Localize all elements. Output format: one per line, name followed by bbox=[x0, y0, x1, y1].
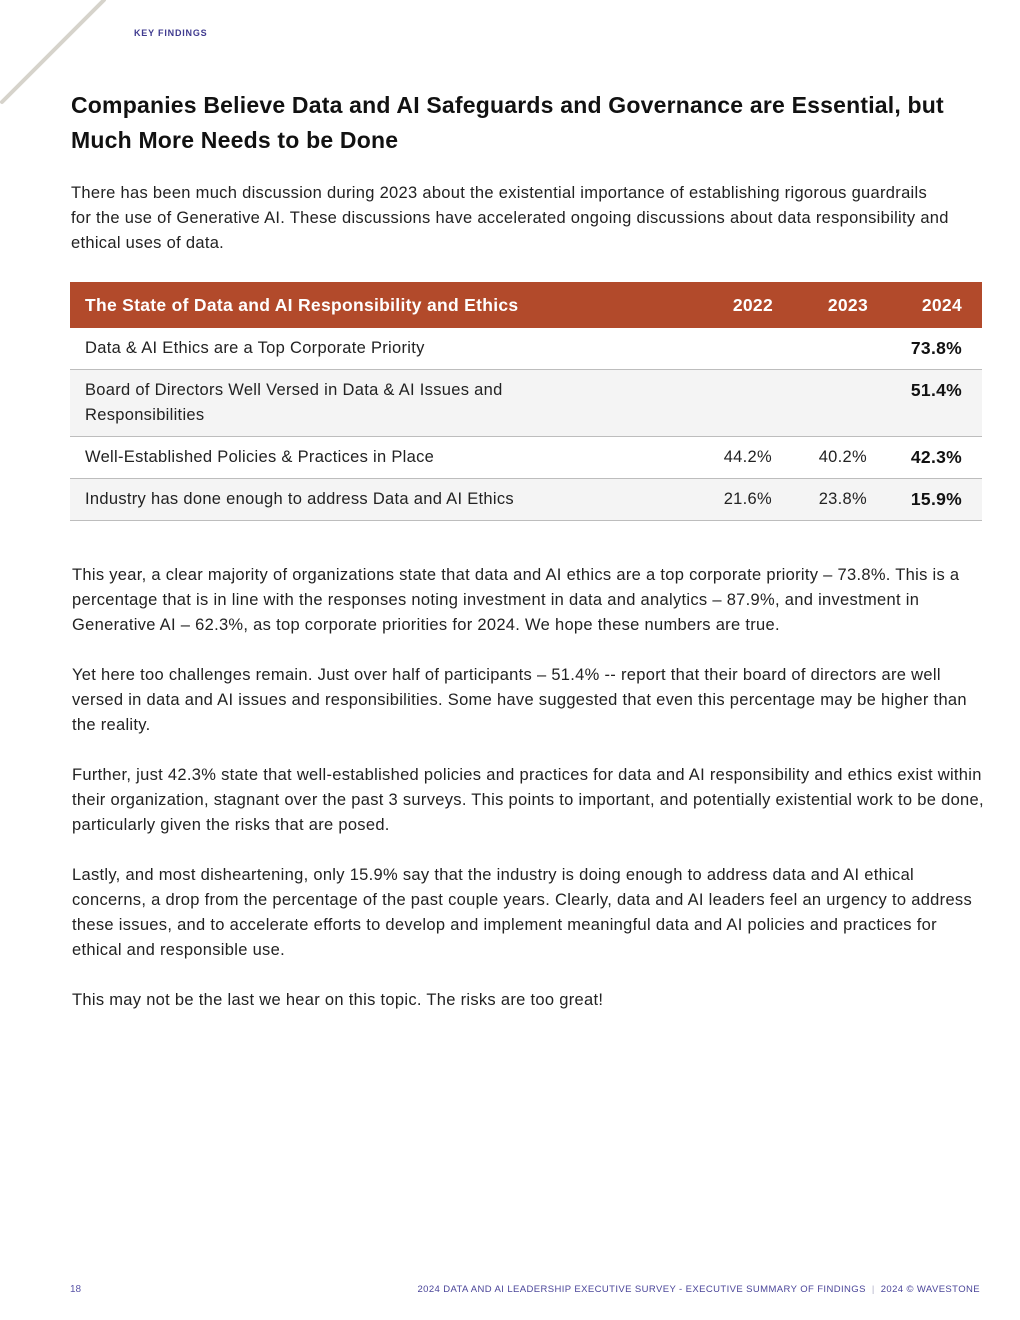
table-row bbox=[70, 479, 982, 521]
row-value-2022: 21.6% bbox=[698, 479, 773, 521]
table-header-label: The State of Data and AI Responsibility and Ethics bbox=[85, 294, 519, 315]
table-header-2022: 2022 bbox=[732, 294, 773, 315]
row-value-2022 bbox=[698, 370, 773, 437]
ethics-table bbox=[70, 282, 982, 521]
paragraph-policies: Further, just 42.3% state that well-established policies and practices for data and AI responsibility and ethics exist within their organization, stagnant over the past 3 surveys. This points to important, and potentially existential work to be done, particularly given the risks that are posed. bbox=[72, 766, 984, 834]
findings-body bbox=[72, 563, 984, 1038]
page-title: Companies Believe Data and AI Safeguards and Governance are Essential, but Much More Needs to be Done bbox=[71, 92, 944, 153]
table-header-2024: 2024 bbox=[921, 294, 962, 315]
table-row bbox=[70, 328, 982, 370]
row-value-2024: 73.8% bbox=[868, 328, 982, 370]
row-value-2023: 23.8% bbox=[773, 479, 868, 521]
table-row bbox=[70, 370, 982, 437]
row-label: Well-Established Policies & Practices in Place bbox=[70, 437, 698, 479]
page-number: 18 bbox=[70, 1284, 82, 1295]
row-label: Data & AI Ethics are a Top Corporate Priority bbox=[70, 328, 698, 370]
row-value-2022 bbox=[698, 328, 773, 370]
row-value-2023: 40.2% bbox=[773, 437, 868, 479]
intro-paragraph: There has been much discussion during 2023 about the existential importance of establishing rigorous guardrails for the use of Generative AI. These discussions have accelerated ongoing discussions about data responsibility and ethical uses of data. bbox=[71, 184, 949, 252]
row-value-2023 bbox=[773, 328, 868, 370]
paragraph-board-of-directors: Yet here too challenges remain. Just over half of participants – 51.4% -- report that their board of directors are well versed in data and AI issues and responsibilities. Some have suggested that even this percentage may be higher than the reality. bbox=[72, 666, 967, 734]
row-label: Industry has done enough to address Data and AI Ethics bbox=[70, 479, 698, 521]
row-value-2024: 51.4% bbox=[868, 370, 982, 437]
table-header-2023: 2023 bbox=[827, 294, 868, 315]
paragraph-industry: Lastly, and most disheartening, only 15.9% say that the industry is doing enough to address data and AI ethical concerns, a drop from the percentage of the past couple years. Clearly, data and AI leaders feel an urgency to address these issues, and to accelerate efforts to develop and implement meaningful data and AI policies and practices for ethical and responsible use. bbox=[72, 866, 973, 959]
section-label: KEY FINDINGS bbox=[134, 28, 208, 38]
row-value-2022: 44.2% bbox=[698, 437, 773, 479]
row-label: Board of Directors Well Versed in Data & AI Issues and Responsibilities bbox=[70, 370, 698, 437]
footer-separator: | bbox=[871, 1284, 875, 1295]
table-header-row bbox=[70, 282, 982, 328]
footer bbox=[417, 1284, 980, 1295]
footer-copyright: 2024 © WAVESTONE bbox=[880, 1284, 980, 1295]
row-value-2024: 15.9% bbox=[868, 479, 982, 521]
paragraph-ethics-priority: This year, a clear majority of organizations state that data and AI ethics are a top corporate priority – 73.8%. This is a percentage that is in line with the responses noting investment in data and analytics – 87.9%, and investment in Generative AI – 62.3%, as top corporate priorities for 2024. We hope these numbers are true. bbox=[72, 566, 960, 634]
row-value-2023 bbox=[773, 370, 868, 437]
footer-report-title: 2024 DATA AND AI LEADERSHIP EXECUTIVE SURVEY - EXECUTIVE SUMMARY OF FINDINGS bbox=[417, 1284, 866, 1295]
table-row bbox=[70, 437, 982, 479]
paragraph-closing: This may not be the last we hear on this topic. The risks are too great! bbox=[72, 991, 604, 1009]
row-value-2024: 42.3% bbox=[868, 437, 982, 479]
